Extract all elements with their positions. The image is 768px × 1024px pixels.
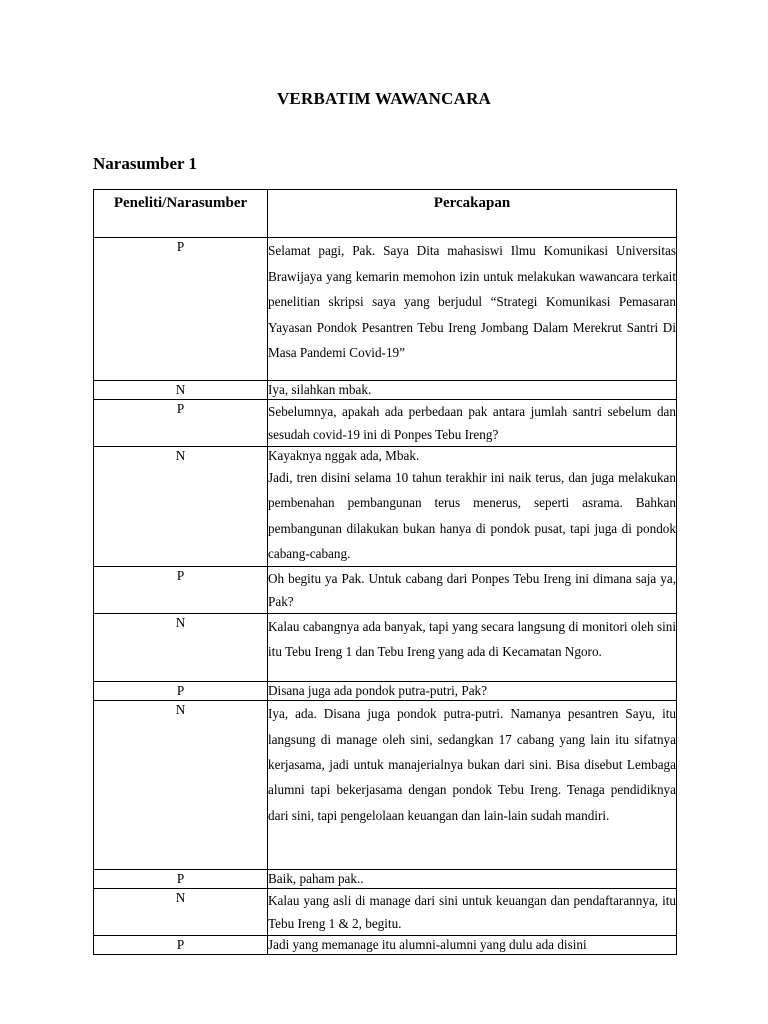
interview-table <box>93 189 677 955</box>
speaker-cell: N <box>94 447 268 567</box>
table-row <box>94 400 677 447</box>
conversation-text: Kalau yang asli di manage dari sini untuk keuangan dan pendaftarannya, itu Tebu Ireng 1 & 2, begitu. <box>268 893 676 932</box>
document-title: VERBATIM WAWANCARA <box>276 89 492 108</box>
conversation-text: Baik, paham pak.. <box>268 871 364 887</box>
table-row <box>94 936 677 955</box>
conversation-cell <box>268 381 677 400</box>
speaker-cell: P <box>94 238 268 381</box>
conversation-cell <box>268 701 677 870</box>
speaker-cell: P <box>94 400 268 447</box>
header-speaker: Peneliti/Narasumber <box>94 190 268 238</box>
speaker-cell: N <box>94 614 268 682</box>
conversation-cell <box>268 447 677 567</box>
section-title: Narasumber 1 <box>93 154 198 173</box>
table-row <box>94 381 677 400</box>
header-conversation: Percakapan <box>268 190 677 238</box>
table-row <box>94 701 677 870</box>
speaker-cell: P <box>94 870 268 889</box>
speaker-cell: P <box>94 567 268 614</box>
conversation-text: Kalau cabangnya ada banyak, tapi yang secara langsung di monitori oleh sini itu Tebu Ireng 1 dan Tebu Ireng yang ada di Kecamatan Ngoro. <box>268 619 676 660</box>
conversation-cell <box>268 238 677 381</box>
table-header-row <box>94 190 677 238</box>
conversation-text: Jadi yang memanage itu alumni-alumni yang dulu ada disini <box>268 937 587 953</box>
speaker-cell: N <box>94 889 268 936</box>
speaker-cell: N <box>94 701 268 870</box>
conversation-cell <box>268 889 677 936</box>
table-row <box>94 870 677 889</box>
conversation-cell <box>268 567 677 614</box>
table-row <box>94 567 677 614</box>
conversation-cell <box>268 870 677 889</box>
conversation-cell <box>268 614 677 682</box>
speaker-cell: N <box>94 381 268 400</box>
conversation-text: Disana juga ada pondok putra-putri, Pak? <box>268 683 487 699</box>
table-row <box>94 447 677 567</box>
conversation-text: Oh begitu ya Pak. Untuk cabang dari Ponpes Tebu Ireng ini dimana saja ya, Pak? <box>268 571 676 610</box>
speaker-cell: P <box>94 682 268 701</box>
table-row <box>94 238 677 381</box>
conversation-text: Iya, silahkan mbak. <box>268 382 372 397</box>
table-row <box>94 889 677 936</box>
conversation-cell <box>268 682 677 701</box>
conversation-text: Selamat pagi, Pak. Saya Dita mahasiswi Ilmu Komunikasi Universitas Brawijaya yang kemarin memohon izin untuk melakukan wawancara terkait penelitian skripsi saya yang berjudul “Strategi Komunikasi Pemasaran Yayasan Pondok Pesantren Tebu Ireng Jombang Dalam Merekrut Santri Di Masa Pandemi Covid-19” <box>268 243 676 360</box>
conversation-text: Iya, ada. Disana juga pondok putra-putri. Namanya pesantren Sayu, itu langsung di manage oleh sini, sedangkan 17 cabang yang lain itu sifatnya kerjasama, jadi untuk manajerialnya bukan dari sini. Bisa disebut Lembaga alumni tapi bekerjasama dengan pondok Tebu Ireng. Tenaga pendidiknya dari sini, tapi pengelolaan keuangan dan lain-lain sudah mandiri. <box>268 706 676 823</box>
conversation-cell <box>268 400 677 447</box>
speaker-cell: P <box>94 936 268 955</box>
conversation-text: Sebelumnya, apakah ada perbedaan pak antara jumlah santri sebelum dan sesudah covid-19 ini di Ponpes Tebu Ireng? <box>268 404 676 442</box>
table-row <box>94 614 677 682</box>
conversation-cell <box>268 936 677 955</box>
conversation-text: Kayaknya nggak ada, Mbak. <box>268 448 420 463</box>
conversation-text: Jadi, tren disini selama 10 tahun terakhir ini naik terus, dan juga melakukan pembenahan pembangunan terus menerus, seperti asrama. Bahkan pembangunan dilakukan bukan hanya di pondok pusat, tapi juga di pondok cabang-cabang. <box>268 470 676 561</box>
table-row <box>94 682 677 701</box>
